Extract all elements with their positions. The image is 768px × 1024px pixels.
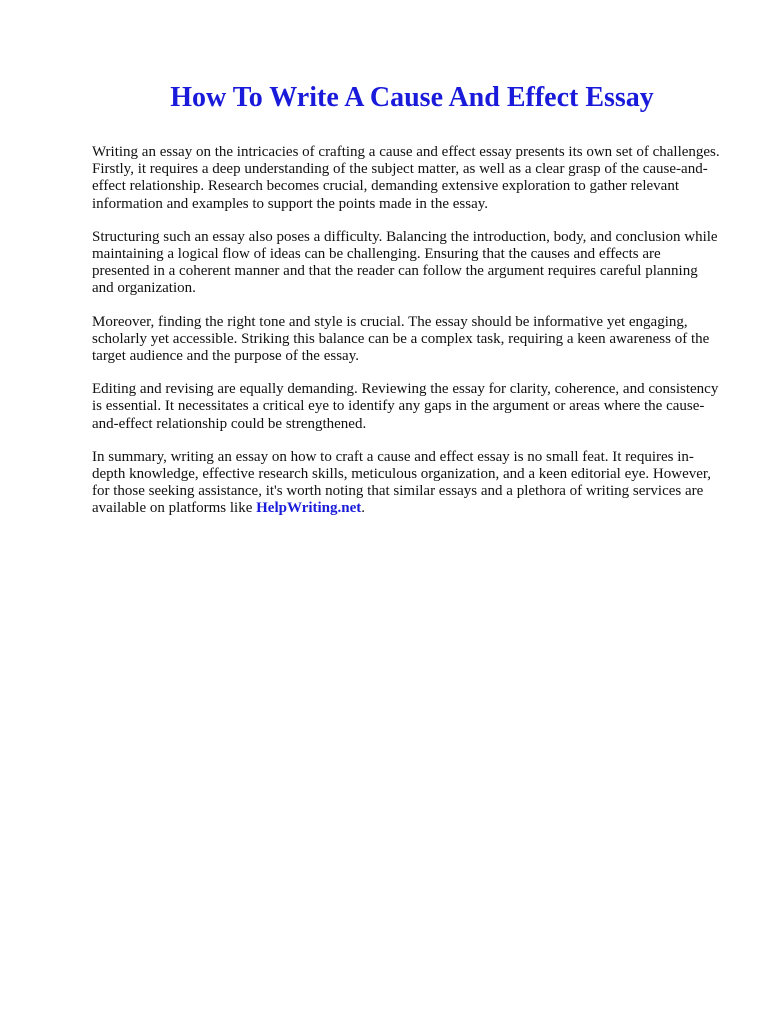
paragraph-4: Editing and revising are equally demanding. Reviewing the essay for clarity, coherence, and consistency is essential. It necessitates a critical eye to identify any gaps in the argument or areas where the cause-and-effect relationship could be strengthened. [92, 381, 719, 432]
page-title: How To Write A Cause And Effect Essay [170, 82, 654, 113]
paragraph-5 [92, 449, 720, 518]
paragraph-5-text: In summary, writing an essay on how to craft a cause and effect essay is no small feat. It requires in-depth knowledge, effective research skills, meticulous organization, and a keen editorial eye. However, for those seeking assistance, it's worth noting that similar essays and a plethora of writing services are available on platforms like [92, 448, 712, 517]
document-body [92, 144, 720, 534]
paragraph-3: Moreover, finding the right tone and style is crucial. The essay should be informative yet engaging, scholarly yet accessible. Striking this balance can be a complex task, requiring a keen awareness of the target audience and the purpose of the essay. [92, 313, 710, 365]
paragraph-2: Structuring such an essay also poses a difficulty. Balancing the introduction, body, and conclusion while maintaining a logical flow of ideas can be challenging. Ensuring that the causes and effects are presented in a coherent manner and that the reader can follow the argument requires careful planning and organization. [92, 228, 718, 297]
paragraph-5-suffix: . [361, 500, 366, 517]
helpwriting-link[interactable]: HelpWriting.net [256, 500, 362, 517]
paragraph-1: Writing an essay on the intricacies of crafting a cause and effect essay presents its own set of challenges. Firstly, it requires a deep understanding of the subject matter, as well as a clear grasp of the cause-and-effect relationship. Research becomes crucial, demanding extensive exploration to gather relevant information and examples to support the points made in the essay. [92, 144, 720, 212]
